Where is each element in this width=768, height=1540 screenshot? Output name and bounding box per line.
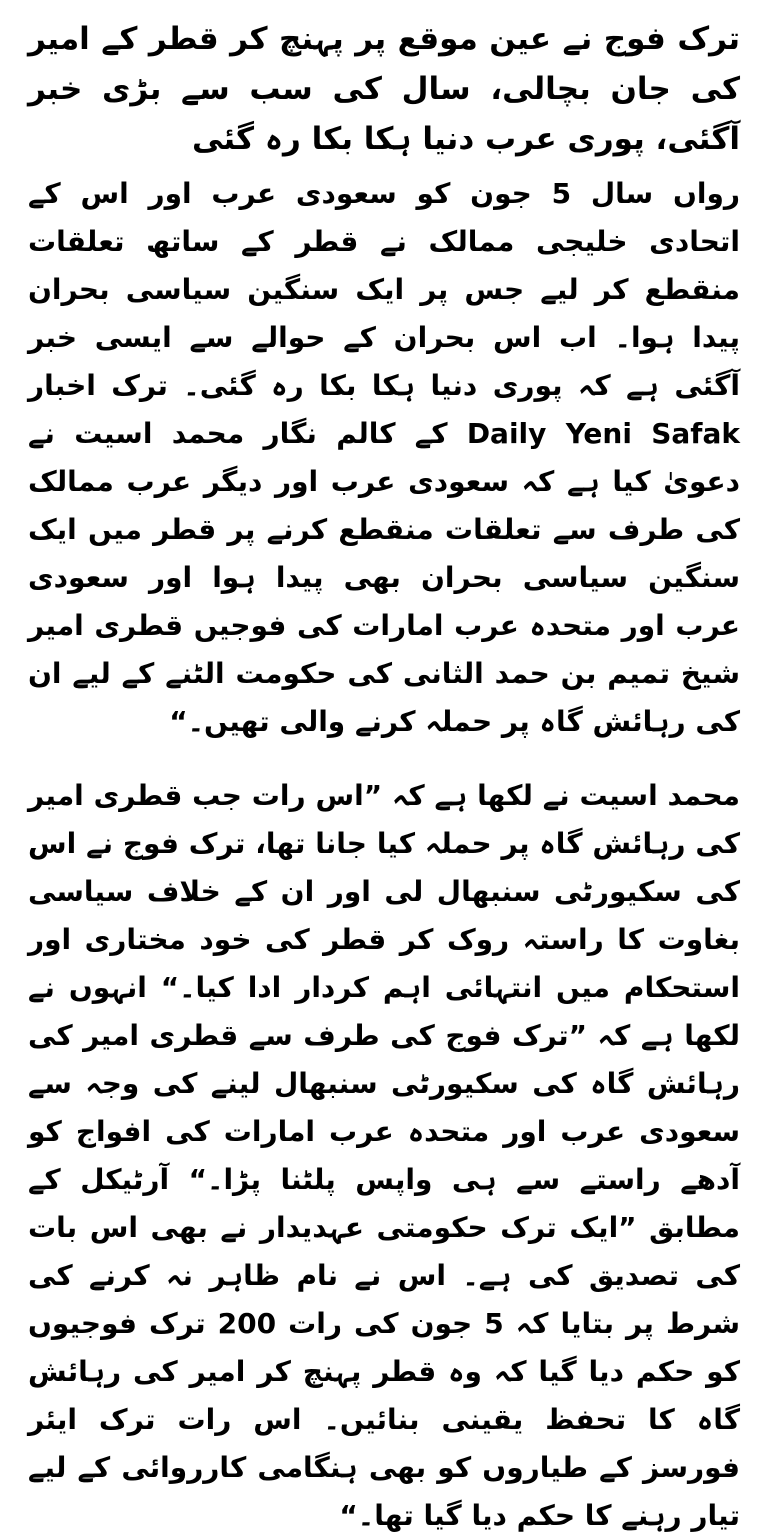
article: [28, 14, 741, 1532]
article-paragraph-2: محمد اسیت نے لکھا ہے کہ ”اس رات جب قطری امیر کی رہائش گاہ پر حملہ کیا جانا تھا، ترک فوج نے اس کی سکیورٹی سنبھال لی اور ان کے خلاف سیاسی بغاوت کا راستہ روک کر قطر کی خود مختاری اور استحکام میں انتہائی اہم کردار ادا کیا۔“ انہوں نے لکھا ہے کہ ”ترک فوج کی طرف سے قطری امیر کی رہائش گاہ کی سکیورٹی سنبھال لینے کی وجہ سے سعودی عرب اور متحدہ عرب امارات کی افواج کو آدھے راستے سے ہی واپس پلٹنا پڑا۔“ آرٹیکل کے مطابق ”ایک ترک حکومتی عہدیدار نے بھی اس بات کی تصدیق کی ہے۔ اس نے نام ظاہر نہ کرنے کی شرط پر بتایا کہ 5 جون کی رات 200 ترک فوجیوں کو حکم دیا گیا کہ وہ قطر پہنچ کر امیر کی رہائش گاہ کا تحفظ یقینی بنائیں۔ اس رات ترک ایئر فورسز کے طیاروں کو بھی ہنگامی کارروائی کے لیے تیار رہنے کا حکم دیا گیا تھا۔“: [28, 779, 740, 1532]
article-headline: ترک فوج نے عین موقع پر پہنچ کر قطر کے امیر کی جان بچالی، سال کی سب سے بڑی خبر آگئی، پوری عرب دنیا ہکا بکا رہ گئی: [28, 21, 740, 157]
article-paragraph-1: رواں سال 5 جون کو سعودی عرب اور اس کے اتحادی خلیجی ممالک نے قطر کے ساتھ تعلقات منقطع کر لیے جس پر ایک سنگین سیاسی بحران پیدا ہوا۔ اب اس بحران کے حوالے سے ایسی خبر آگئی ہے کہ پوری دنیا ہکا بکا رہ گئی۔ ترک اخبار Daily Yeni Safak کے کالم نگار محمد اسیت نے دعویٰ کیا ہے کہ سعودی عرب اور دیگر عرب ممالک کی طرف سے تعلقات منقطع کرنے پر قطر میں ایک سنگین سیاسی بحران بھی پیدا ہوا اور سعودی عرب اور متحدہ عرب امارات کی فوجیں قطری امیر شیخ تمیم بن حمد الثانی کی حکومت الٹنے کے لیے ان کی رہائش گاہ پر حملہ کرنے والی تھیں۔“: [28, 177, 741, 738]
